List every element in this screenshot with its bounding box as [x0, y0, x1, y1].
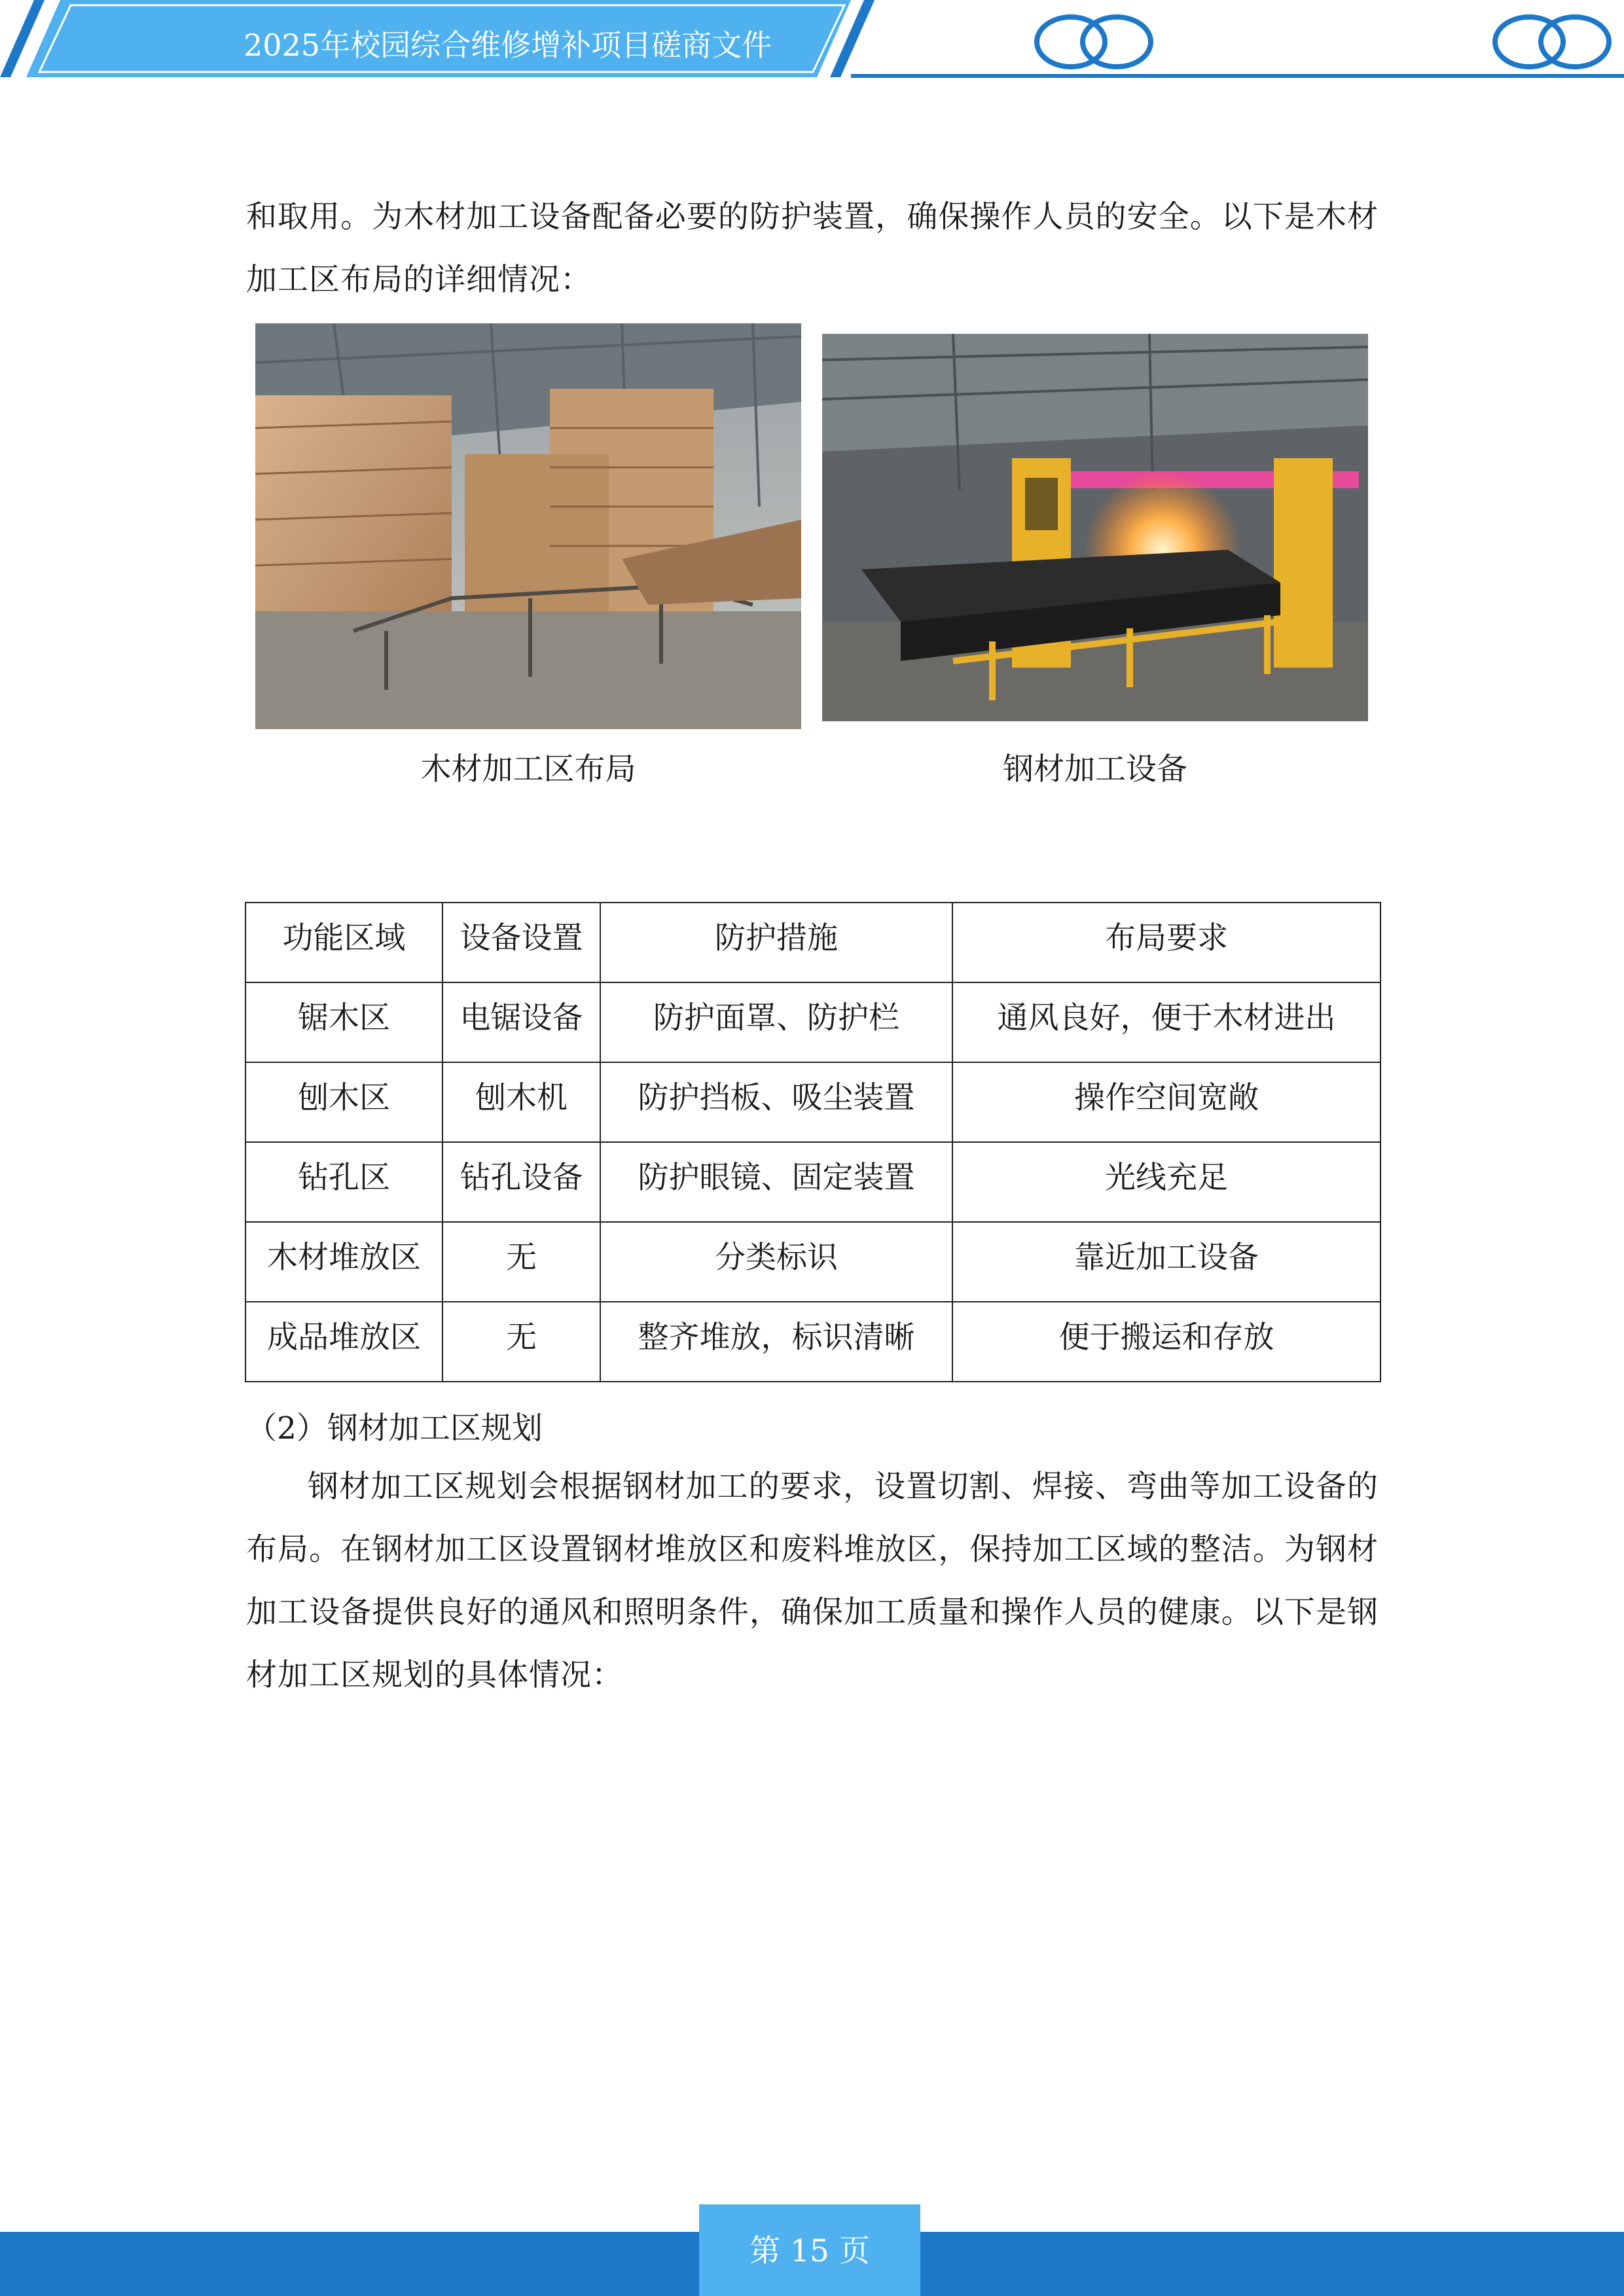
table-cell: 无: [442, 1302, 600, 1382]
rings-logo-icon: [1037, 17, 1151, 67]
steel-processing-photo: [822, 334, 1368, 721]
table-row: [245, 1302, 1380, 1382]
table-cell: 分类标识: [600, 1222, 952, 1302]
table-header-cell: 设备设置: [442, 903, 600, 982]
table-cell: 防护面罩、防护栏: [600, 982, 952, 1062]
table-row: [245, 1222, 1380, 1302]
table-cell: 锯木区: [245, 982, 442, 1062]
table-header-cell: 防护措施: [600, 903, 952, 982]
photo-caption-steel: 钢材加工设备: [1003, 751, 1187, 787]
table-row: [245, 1142, 1380, 1222]
photo-caption-wood: 木材加工区布局: [420, 751, 636, 787]
table-row: [245, 1062, 1380, 1142]
table-cell: 电锯设备: [442, 982, 600, 1062]
wood-processing-photo: [255, 323, 801, 729]
table-header-cell: 功能区域: [245, 903, 442, 982]
table-cell: 通风良好，便于木材进出: [952, 982, 1380, 1062]
table-cell: 刨木机: [442, 1062, 600, 1142]
table-cell: 刨木区: [245, 1062, 442, 1142]
table-cell: 成品堆放区: [245, 1302, 442, 1382]
table-header-cell: 布局要求: [952, 903, 1380, 982]
section-subheading: （2）钢材加工区规划: [246, 1410, 543, 1446]
table-cell: 光线充足: [952, 1142, 1380, 1222]
table-cell: 靠近加工设备: [952, 1222, 1380, 1302]
table-cell: 钻孔区: [245, 1142, 442, 1222]
intro-paragraph: 和取用。为木材加工设备配备必要的防护装置，确保操作人员的安全。以下是木材加工区布局的详细情况：: [246, 199, 1379, 298]
table-cell: 无: [442, 1222, 600, 1302]
header-title: 2025年校园综合维修增补项目磋商文件: [244, 27, 772, 63]
zone-table: [245, 902, 1381, 1382]
page-number: 第 15 页: [749, 2233, 870, 2269]
table-cell: 防护眼镜、固定装置: [600, 1142, 952, 1222]
table-header-row: [245, 903, 1380, 982]
table-cell: 防护挡板、吸尘装置: [600, 1062, 952, 1142]
table-cell: 便于搬运和存放: [952, 1302, 1380, 1382]
page-header: [0, 0, 1624, 85]
table-cell: 木材堆放区: [245, 1222, 442, 1302]
table-cell: 操作空间宽敞: [952, 1062, 1380, 1142]
table-cell: 钻孔设备: [442, 1142, 600, 1222]
table-row: [245, 982, 1380, 1062]
rings-logo-icon-right: [1495, 17, 1609, 67]
table-cell: 整齐堆放，标识清晰: [600, 1302, 952, 1382]
steel-paragraph: 钢材加工区规划会根据钢材加工的要求，设置切割、焊接、弯曲等加工设备的布局。在钢材加工区设置钢材堆放区和废料堆放区，保持加工区域的整洁。为钢材加工设备提供良好的通风和照明条件，确保加工质量和操作人员的健康。以下是钢材加工区规划的具体情况：: [246, 1469, 1379, 1693]
